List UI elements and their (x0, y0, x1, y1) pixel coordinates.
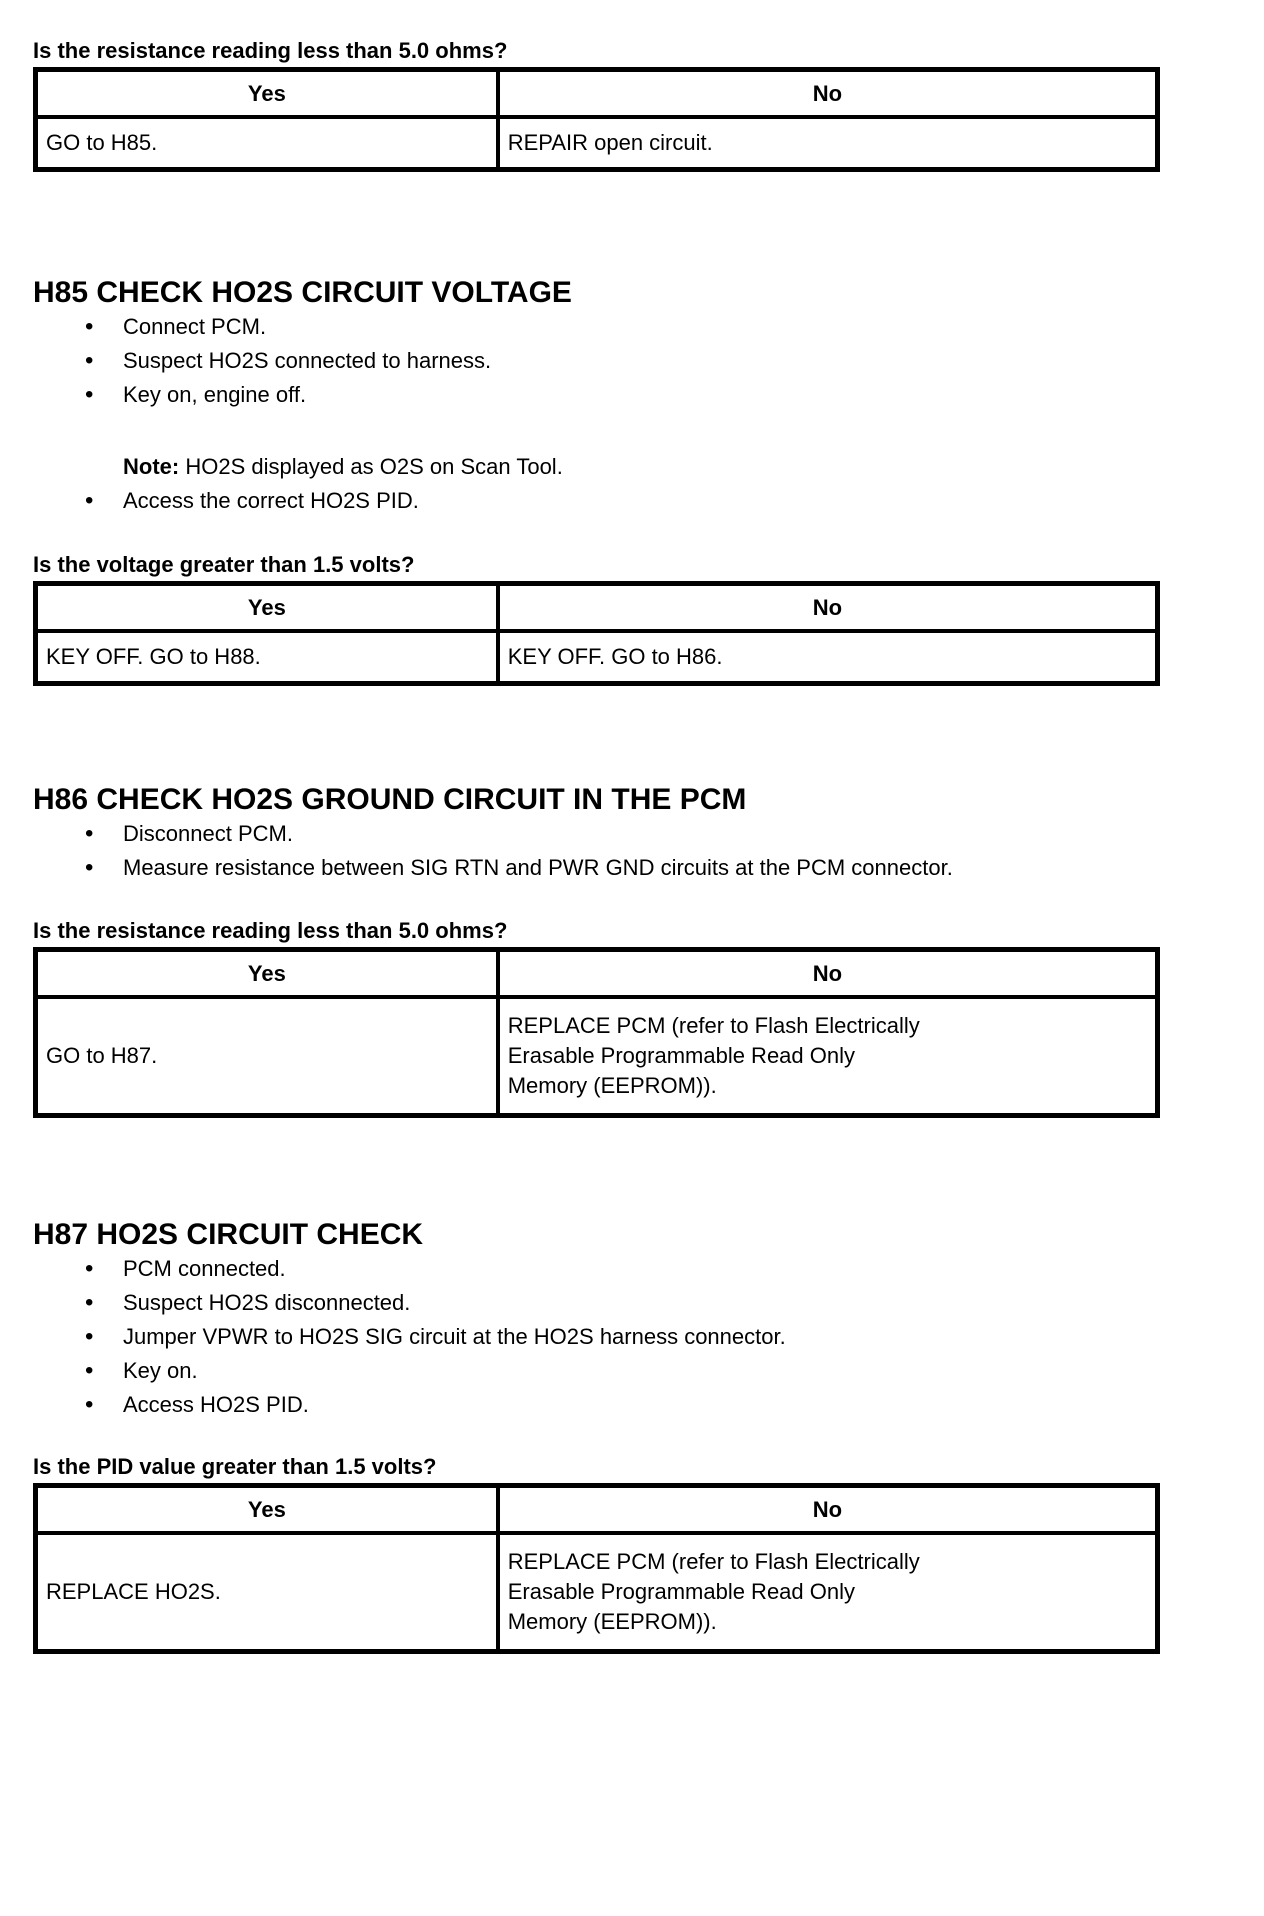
bullet-item: • PCM connected. (33, 1252, 1160, 1286)
decision-question: Is the resistance reading less than 5.0 ohms? (33, 918, 508, 943)
bullet-item: • Suspect HO2S disconnected. (33, 1286, 1160, 1320)
bullet-list (33, 310, 1160, 412)
no-action-line: REPLACE PCM (refer to Flash Electrically (507, 1549, 920, 1574)
table-body-row (36, 117, 1158, 170)
bullet-item: • Suspect HO2S connected to harness. (33, 344, 1160, 378)
bullet-item: • Connect PCM. (33, 310, 1160, 344)
bullet-item: • Key on, engine off. (33, 378, 1160, 412)
no-action-cell: REPAIR open circuit. (498, 117, 1158, 170)
bullet-item: • Jumper VPWR to HO2S SIG circuit at the HO2S harness connector. (33, 1320, 1160, 1354)
decision-table (33, 581, 1160, 686)
document-page (0, 38, 1264, 1916)
no-action-line: REPLACE PCM (refer to Flash Electrically (507, 1013, 920, 1038)
bullet-item: • Access HO2S PID. (33, 1388, 1160, 1422)
bullet-item: • Access the correct HO2S PID. (33, 484, 1160, 518)
table-body-row (36, 1533, 1158, 1652)
no-header-cell: No (498, 70, 1158, 118)
step-heading-h87: H87 HO2S CIRCUIT CHECK (33, 1218, 424, 1251)
decision-table (33, 1483, 1160, 1654)
yes-header-cell: Yes (36, 950, 498, 998)
yes-header-cell: Yes (36, 70, 498, 118)
no-action-line: Erasable Programmable Read Only (507, 1579, 855, 1604)
bullet-list (33, 484, 1160, 518)
yes-action-cell: GO to H85. (36, 117, 498, 170)
bullet-item: • Disconnect PCM. (33, 817, 1160, 851)
table-header-row (36, 70, 1158, 118)
yes-action-cell: GO to H87. (36, 997, 498, 1116)
no-action-line: Memory (EEPROM)). (507, 1609, 717, 1634)
no-action-cell: KEY OFF. GO to H86. (498, 631, 1158, 684)
bullet-list (33, 1252, 1160, 1422)
table-body-row (36, 997, 1158, 1116)
table-header-row (36, 1486, 1158, 1534)
yes-header-cell: Yes (36, 1486, 498, 1534)
no-action-line: Memory (EEPROM)). (507, 1073, 717, 1098)
no-action-cell (498, 997, 1158, 1116)
table-header-row (36, 584, 1158, 632)
decision-table (33, 947, 1160, 1118)
no-header-cell: No (498, 1486, 1158, 1534)
no-header-cell: No (498, 584, 1158, 632)
decision-question: Is the PID value greater than 1.5 volts? (33, 1454, 437, 1479)
decision-question: Is the resistance reading less than 5.0 ohms? (33, 38, 508, 63)
note-text: HO2S displayed as O2S on Scan Tool. (179, 454, 563, 479)
no-action-line: Erasable Programmable Read Only (507, 1043, 855, 1068)
bullet-item: • Key on. (33, 1354, 1160, 1388)
table-header-row (36, 950, 1158, 998)
no-action-cell (498, 1533, 1158, 1652)
bullet-item: • Measure resistance between SIG RTN and PWR GND circuits at the PCM connector. (33, 851, 1160, 885)
note (123, 450, 1160, 484)
yes-header-cell: Yes (36, 584, 498, 632)
bullet-list (33, 817, 1160, 885)
decision-question: Is the voltage greater than 1.5 volts? (33, 552, 415, 577)
step-heading-h86: H86 CHECK HO2S GROUND CIRCUIT IN THE PCM (33, 783, 747, 816)
note-label: Note: (123, 454, 180, 479)
yes-action-cell: KEY OFF. GO to H88. (36, 631, 498, 684)
yes-action-cell: REPLACE HO2S. (36, 1533, 498, 1652)
table-body-row (36, 631, 1158, 684)
no-header-cell: No (498, 950, 1158, 998)
step-heading-h85: H85 CHECK HO2S CIRCUIT VOLTAGE (33, 276, 572, 309)
decision-table (33, 67, 1160, 172)
